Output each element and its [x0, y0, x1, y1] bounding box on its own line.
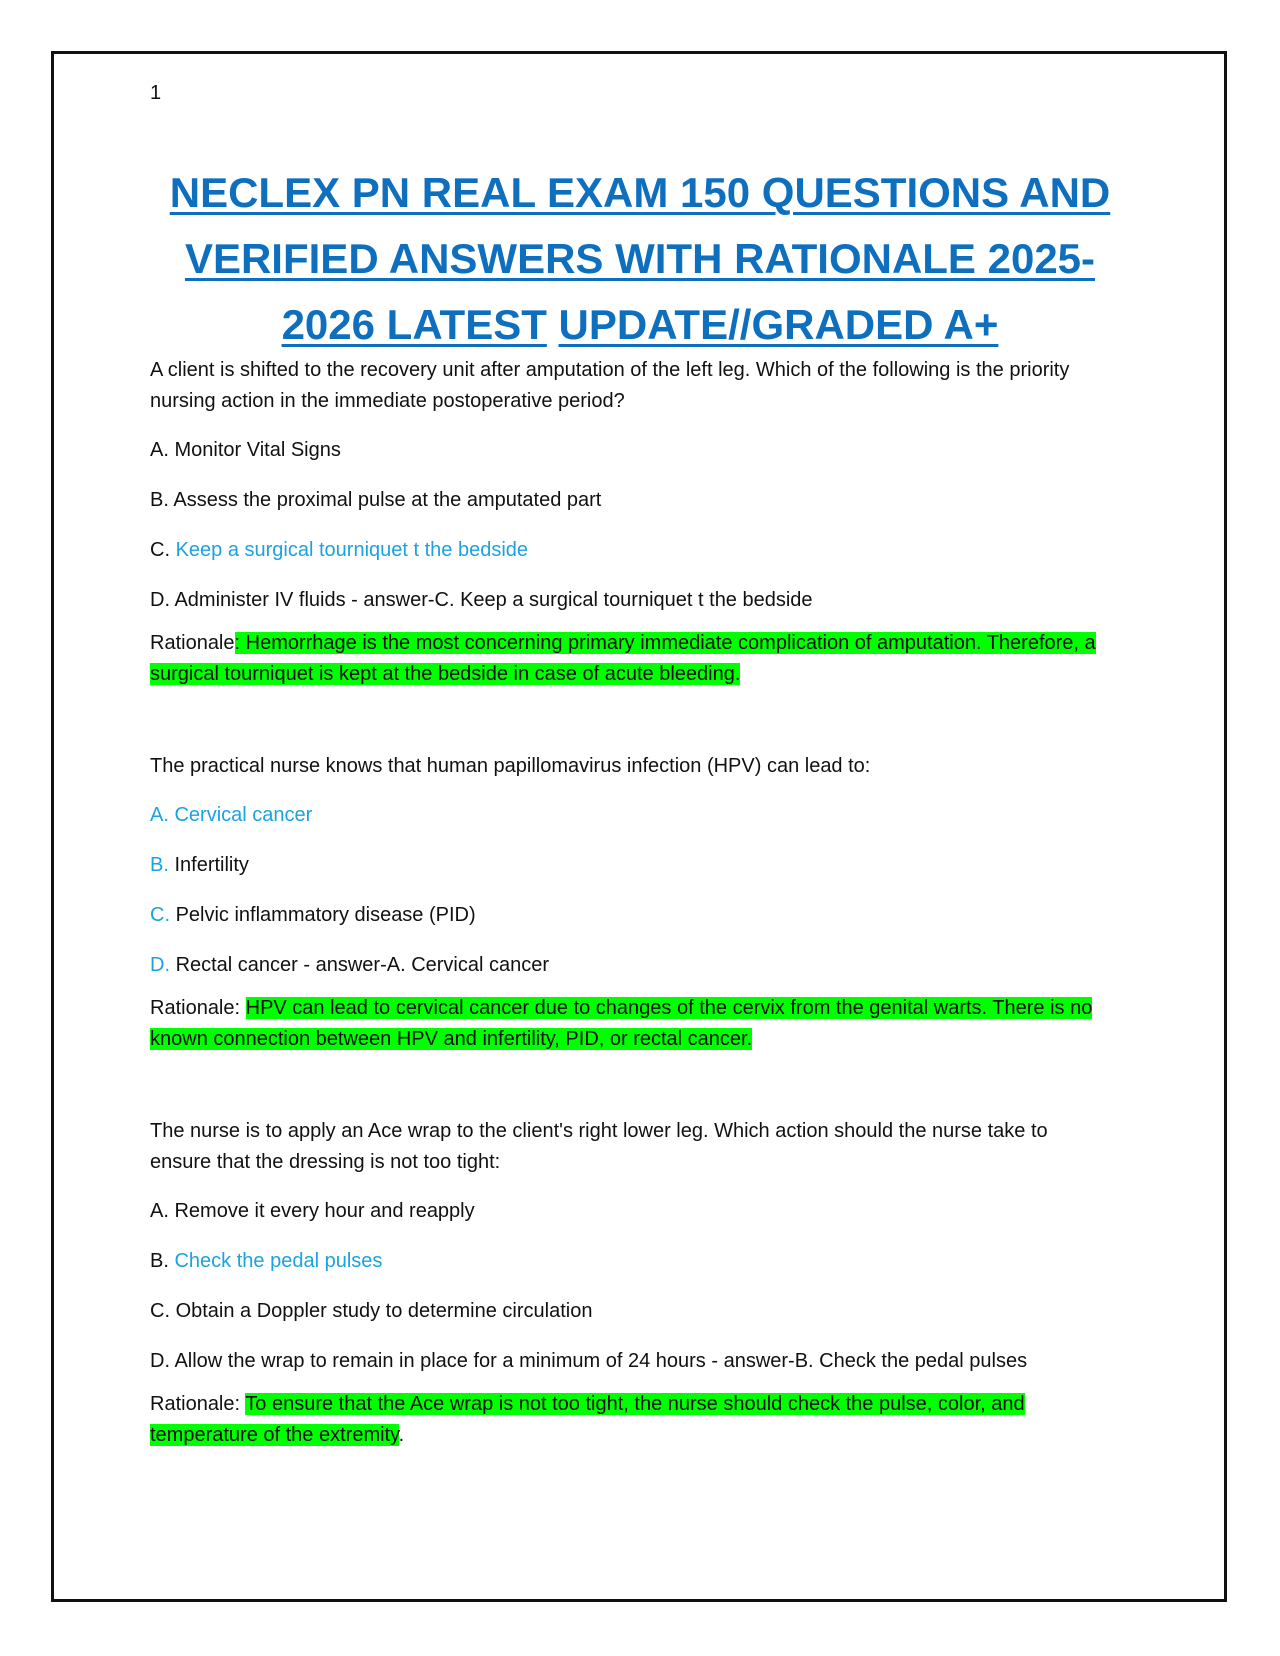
title-line-3b: UPDATE//GRADED A+: [558, 301, 999, 348]
option-text: Infertility: [174, 854, 249, 876]
rationale-highlight: : Hemorrhage is the most concerning primary immediate complication of amputation. Therefore, a surgical tourniquet is kept at the bedside in case of acute bleeding.: [150, 632, 1096, 685]
option-b: [150, 1246, 1110, 1277]
option-letter: B.: [150, 854, 169, 876]
option-letter: D.: [150, 954, 170, 976]
option-text: Assess the proximal pulse at the amputated part: [173, 489, 602, 511]
option-letter: C.: [150, 539, 170, 561]
option-text-correct: Keep a surgical tourniquet t the bedside: [175, 539, 529, 561]
option-text: Administer IV fluids - answer-C. Keep a surgical tourniquet t the bedside: [174, 589, 813, 611]
title-line-1: NECLEX PN REAL EXAM 150 QUESTIONS AND: [169, 169, 1111, 216]
option-text: Rectal cancer - answer-A. Cervical cancer: [175, 954, 550, 976]
document-body: [150, 355, 1110, 1451]
option-c: [150, 535, 1110, 566]
rationale: [150, 993, 1110, 1055]
option-b: [150, 850, 1110, 881]
option-a: [150, 800, 1110, 831]
option-d: [150, 950, 1110, 981]
option-text: Obtain a Doppler study to determine circulation: [175, 1300, 593, 1322]
option-letter: A.: [150, 439, 169, 461]
option-text-correct: Cervical cancer: [174, 804, 313, 826]
rationale-label: Rationale: [150, 632, 235, 654]
option-letter: A.: [150, 1200, 169, 1222]
rationale-label: Rationale:: [150, 1393, 246, 1415]
option-a: [150, 435, 1110, 466]
option-letter: D.: [150, 1350, 170, 1372]
title-line-2: VERIFIED ANSWERS WITH RATIONALE 2025-: [184, 235, 1096, 282]
rationale-highlight: To ensure that the Ace wrap is not too tight, the nurse should check the pulse, color, and temperature of the extremity: [150, 1393, 1025, 1446]
question-text: The practical nurse knows that human papillomavirus infection (HPV) can lead to:: [150, 755, 871, 777]
rationale-tail: .: [398, 1424, 405, 1446]
option-text: Remove it every hour and reapply: [174, 1200, 475, 1222]
option-text: Monitor Vital Signs: [174, 439, 341, 461]
question-block-2: [150, 751, 1110, 1055]
option-letter: A.: [150, 804, 169, 826]
option-d: [150, 585, 1110, 616]
rationale: [150, 1389, 1110, 1451]
option-text: Allow the wrap to remain in place for a minimum of 24 hours - answer-B. Check the pedal pulses: [174, 1350, 1028, 1372]
option-c: [150, 1296, 1110, 1327]
rationale-label: Rationale:: [150, 997, 246, 1019]
option-b: [150, 485, 1110, 516]
rationale: [150, 628, 1110, 690]
option-letter: B.: [150, 1250, 169, 1272]
title-line-3a: 2026 LATEST: [281, 301, 547, 348]
option-d: [150, 1346, 1110, 1377]
option-text: Pelvic inflammatory disease (PID): [175, 904, 476, 926]
option-letter: D.: [150, 589, 170, 611]
option-letter: C.: [150, 904, 170, 926]
question-block-1: [150, 355, 1110, 690]
option-text-correct: Check the pedal pulses: [174, 1250, 383, 1272]
option-letter: B.: [150, 489, 169, 511]
rationale-highlight: HPV can lead to cervical cancer due to changes of the cervix from the genital warts. There is no known connection between HPV and infertility, PID, or rectal cancer.: [150, 997, 1093, 1050]
document-title: [150, 160, 1130, 358]
question-text: A client is shifted to the recovery unit after amputation of the left leg. Which of the following is the priority nursing action in the immediate postoperative period?: [150, 359, 1070, 412]
option-a: [150, 1196, 1110, 1227]
option-letter: C.: [150, 1300, 170, 1322]
option-c: [150, 900, 1110, 931]
question-block-3: [150, 1116, 1110, 1451]
question-text: The nurse is to apply an Ace wrap to the client's right lower leg. Which action should the nurse take to ensure that the dressing is not too tight:: [150, 1120, 1048, 1173]
page-number: 1: [150, 82, 162, 104]
